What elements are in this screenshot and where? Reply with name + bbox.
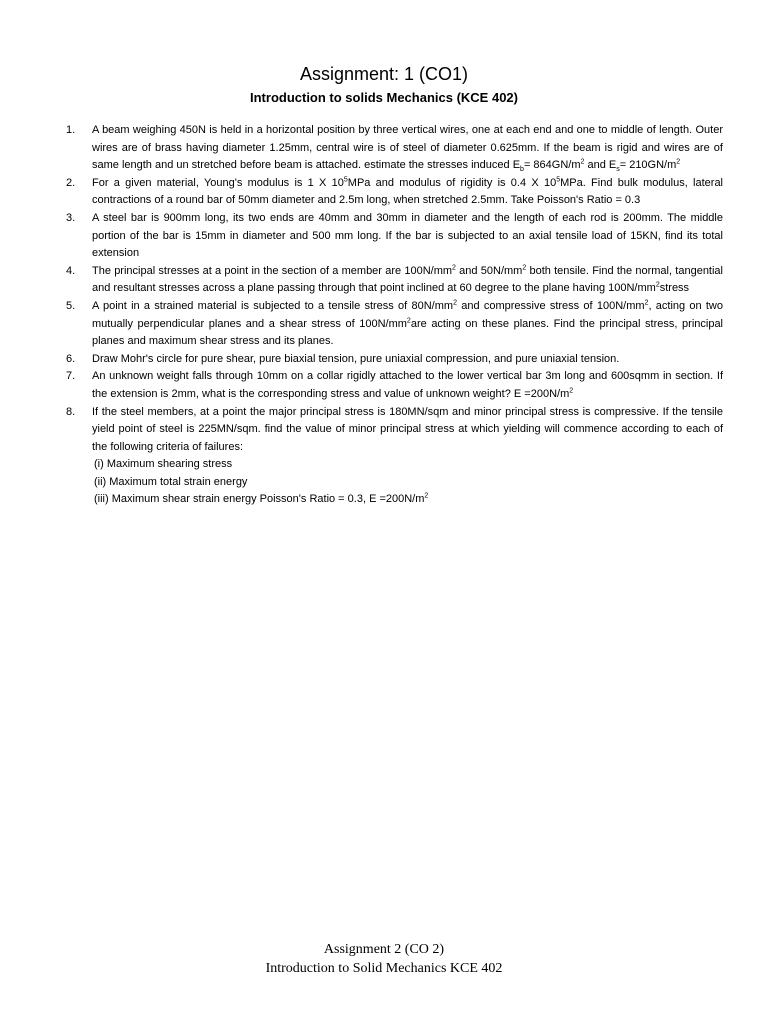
question-item [63,263,723,298]
question-text: An unknown weight falls through 10mm on a collar rigidly attached to the lower vertical bar 3m long and 600sqmm in section. If the extension is 2mm, what is the corresponding stress and value of unknown weight? $E =200N/m^2$ [92,370,723,400]
question-number: 5. [66,299,76,312]
question-item [63,368,723,403]
footer-course-title: Introduction to Solid Mechanics KCE 402 [265,961,503,976]
question-text: Draw Mohr's circle for pure shear, pure biaxial tension, pure uniaxial compression, and pure uniaxial tension. [92,352,620,365]
question-number: 3. [66,211,76,224]
question-text: For a given material, Young's modulus is 1 X $10^5MPa$ and modulus of rigidity is 0.4 X $10^5MPa$. Find bulk modulus, lateral contractions of a round bar of 50mm diameter and 2.5m long, when stretched 2.5mm. Take Poisson's Ratio = 0.3 [92,176,724,207]
question-text: If the steel members, at a point the major principal stress is 180MN/sqm and minor principal stress is compressive. If the tensile yield point of steel is 225MN/sqm. find the value of minor principal stress at which yielding will commence according to each of the following criteria of failures: [92,405,723,453]
question-list [63,122,723,509]
question-text: A steel bar is 900mm long, its two ends are 40mm and 30mm in diameter and the length of each rod is 200mm. The middle portion of the bar is 15mm in diameter and 500 mm long. If the bar is subjected to an axial tensile load of 15KN, find its total extension [92,211,723,260]
question-item [63,351,723,369]
next-assignment-heading [0,940,768,978]
question-number: 7. [66,370,76,383]
question-item [63,298,723,351]
question-item [63,122,723,175]
question-item [63,175,723,210]
criteria-item: (iii) Maximum shear strain energy Poisson's Ratio = 0.3, $E =200N/m^2$ [94,492,429,506]
course-subtitle: Introduction to solids Mechanics (KCE 402) [250,90,518,105]
question-number: 6. [66,352,76,365]
question-item [63,210,723,263]
question-number: 1. [66,124,76,136]
question-number: 2. [66,176,76,189]
criteria-item: (ii) Maximum total strain energy [94,475,248,488]
question-text: A point in a strained material is subjected to a tensile stress of $80N/mm^2$ and compressive stress of $100N/mm^2$, acting on two mutually perpendicular planes and a shear stress of $100N/mm^2are$ acting on these planes. Find the principal stress, principal planes and maximum shear stress and its planes. [92,299,724,348]
criteria-item: (i) Maximum shearing stress [94,458,233,471]
question-item [63,404,723,510]
question-text: The principal stresses at a point in the section of a member are $100N/mm^2$ and $50N/mm^2$ both tensile. Find the normal, tangential and resultant stresses across a plane passing through that point inclined at 60 degree to the plane having $100N/mm^2stress$ [92,264,723,295]
assignment-title: Assignment: 1 (CO1) [299,64,469,84]
question-number: 8. [66,405,76,418]
question-text: A beam weighing 450N is held in a horizontal position by three vertical wires, one at each end and one to middle of length. Outer wires are of brass having diameter 1.25mm, central wire is of steel of diameter 0.625mm. If the beam is rigid and wires are of same length and un stretched before beam is attached. estimate the stresses induced $E_b= 864GN/m^2$ and $E_s= 210GN/m^2$ [92,124,723,174]
footer-assignment-title: Assignment 2 (CO 2) [323,942,445,957]
question-number: 4. [66,264,76,277]
